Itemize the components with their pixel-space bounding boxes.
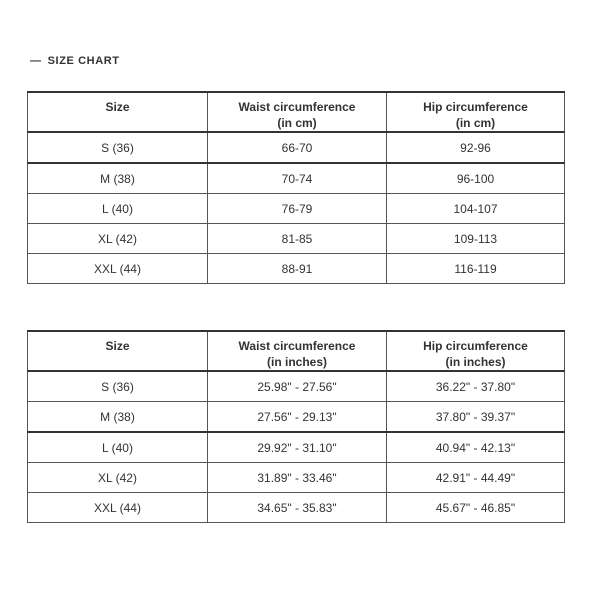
table-row (28, 254, 565, 284)
cell-hip: 40.94" - 42.13" (387, 432, 565, 463)
cell-waist: 76-79 (208, 194, 387, 224)
table-row (28, 402, 565, 433)
header-waist: Waist circumference (in cm) (208, 92, 387, 132)
cell-waist: 88-91 (208, 254, 387, 284)
cell-waist: 29.92" - 31.10" (208, 432, 387, 463)
table-row (28, 371, 565, 402)
size-table-cm (27, 91, 565, 284)
cell-size: L (40) (28, 432, 208, 463)
header-waist: Waist circumference (in inches) (208, 331, 387, 371)
table-row (28, 224, 565, 254)
cell-size: M (38) (28, 163, 208, 194)
cell-hip: 104-107 (387, 194, 565, 224)
table-header-row (28, 331, 565, 371)
heading-title: SIZE CHART (47, 55, 120, 67)
cell-size: XL (42) (28, 463, 208, 493)
cell-waist: 31.89" - 33.46" (208, 463, 387, 493)
cell-waist: 66-70 (208, 132, 387, 163)
cell-size: L (40) (28, 194, 208, 224)
cell-hip: 42.91" - 44.49" (387, 463, 565, 493)
table-row (28, 432, 565, 463)
cell-waist: 25.98" - 27.56" (208, 371, 387, 402)
header-size: Size (28, 331, 208, 371)
cell-hip: 92-96 (387, 132, 565, 163)
cell-hip: 36.22" - 37.80" (387, 371, 565, 402)
table-header-row (28, 92, 565, 132)
cell-hip: 37.80" - 39.37" (387, 402, 565, 433)
size-chart-heading (30, 55, 120, 67)
cell-size: XL (42) (28, 224, 208, 254)
cell-hip: 96-100 (387, 163, 565, 194)
cell-waist: 70-74 (208, 163, 387, 194)
table-row (28, 194, 565, 224)
header-hip: Hip circumference (in cm) (387, 92, 565, 132)
cell-waist: 81-85 (208, 224, 387, 254)
header-hip: Hip circumference (in inches) (387, 331, 565, 371)
cell-waist: 34.65" - 35.83" (208, 493, 387, 523)
cell-size: S (36) (28, 371, 208, 402)
heading-dash: — (30, 55, 42, 67)
size-table-inches (27, 330, 565, 523)
cell-size: XXL (44) (28, 254, 208, 284)
table-row (28, 493, 565, 523)
cell-size: XXL (44) (28, 493, 208, 523)
cell-waist: 27.56" - 29.13" (208, 402, 387, 433)
cell-hip: 116-119 (387, 254, 565, 284)
table-row (28, 163, 565, 194)
cell-size: S (36) (28, 132, 208, 163)
table-row (28, 463, 565, 493)
cell-hip: 109-113 (387, 224, 565, 254)
header-size: Size (28, 92, 208, 132)
cell-size: M (38) (28, 402, 208, 433)
table-row (28, 132, 565, 163)
cell-hip: 45.67" - 46.85" (387, 493, 565, 523)
